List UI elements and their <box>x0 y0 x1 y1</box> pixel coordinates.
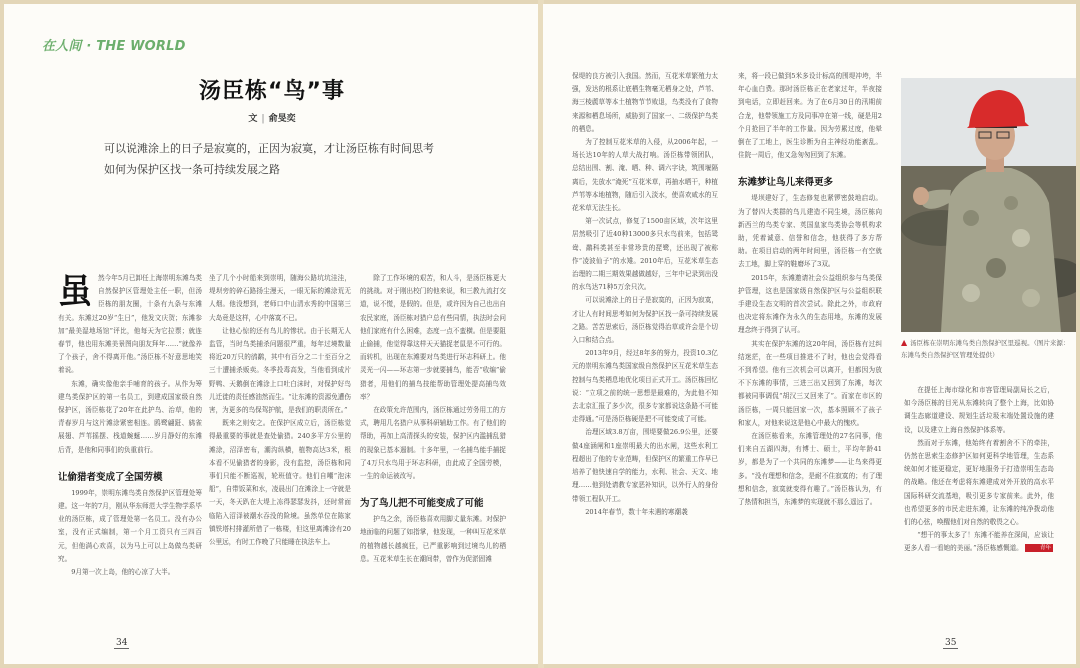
paragraph: 除了工作环境的艰苦，和人斗，是汤臣栋更大的挑战。对于刚出校门的他来说，和三教九流打交道，说不慌，是假的。但是，或许因为自己也出自农民家庭，汤臣栋对猎户总有些同情，执法时会问他们家庭有什么困难，态度一点不蛮横。但是要阻止偷捕，他觉得靠这样天天猫捉老鼠是不可行的。而转机，出现在东滩要对鸟类进行环志科研上。他灵光一闪——环志第一步就要捕鸟，能否“收编”偷猎者，用他们的捕鸟技能帮助管理处提高捕鸟效率？ <box>360 274 506 401</box>
paragraph: 来，将一段已做到5米多设计标高的围堤冲垮，半年心血白费。那时汤臣栋正在老家过年，半夜接到电话，立即赶回来。为了在6月30日的汛期前合龙，他带领施工方及同事冲在第一线，硬是用2个月抢回了半年的工作量。因为劳累过度，他晕倒在了工地上，医生诊断为自主神经功能紊乱。住院一周后，他又急匆匆回到了东滩。 <box>738 72 882 160</box>
paragraph: 然而对于东滩，他始终有着割舍不下的牵挂，仍然在思索生态修护区如何更科学地管理，生态系统如何才能更稳定，更好地服务于打造崇明生态岛的战略。他还在考虑将东滩建成对外开放的高水平国际科研交流基地，吸引更多专家前来。此外，他也希望更多的市民走进东滩，让东滩的纯净拨动他们的心弦，唤醒他们对自然的敬畏之心。 <box>904 438 1054 527</box>
portrait-photo <box>901 78 1076 332</box>
byline-author: 俞旻奕 <box>268 114 296 124</box>
drop-cap: 虽 <box>58 272 92 312</box>
right-page <box>543 4 1076 664</box>
man-in-hard-hat-illustration <box>901 78 1076 332</box>
page-number: 35 <box>945 638 957 648</box>
paragraph: 可以说滩涂上的日子是寂寞的，正因为寂寞，才让人有时间思考如何为保护区找一条可持续发展之路。苦苦思索后，汤臣栋觉得治草或许会是个切入口和结合点。 <box>572 296 718 345</box>
paragraph: 2014年春节，数十年未遇的寒潮袭 <box>585 507 688 516</box>
paragraph: 2013年9月，经过8年多的努力，投资10.3亿元的崇明东滩鸟类国家级自然保护区互花米草生态控制与鸟类栖息地优化项目正式开工。汤臣栋回忆说：“立项之前的统一思想是最难的，为此他不知去北京汇报了多少次，很多专家都说这条路不可能走得通。”可是汤臣栋硬是把不可能变成了可能。 <box>572 349 718 424</box>
left-column-1 <box>58 272 202 579</box>
right-column-3 <box>904 384 1054 556</box>
paragraph: 让他心惊的还有鸟儿的惨状。由于长期无人监管，当时鸟类捕杀问题很严重，每年过境数量将近20万只的鸻鹬，其中有百分之二十至百分之三十遭捕杀贩卖。冬季投毒高发，当他看到成片野鸭、天鹅倒在滩涂上口吐白沫时，对保护好鸟儿迁徙的责任感油然而生。“让东滩的资源免遭伤害，为更多的鸟保驾护航，是我们的职责所在。” <box>209 326 351 415</box>
triangle-marker-icon: ▲ <box>901 338 908 347</box>
paragraph: 第一次试点，修复了1500亩区域，次年这里居然吸引了近40种13000多只水鸟前来，包括鸳鸯、鹬科类甚至非常珍贵的琵鹭，还出现了被称作“凌波仙子”的水雉。2010年后，互花米草生态治理的二期三期效果越做越好，三年中记录到出没的水鸟达71种5万余只次。 <box>572 217 718 292</box>
left-column-2 <box>209 272 351 549</box>
section-heading: 东滩梦让鸟儿来得更多 <box>738 177 834 189</box>
paragraph: 9月第一次上岛，他的心凉了大半。 <box>71 568 175 577</box>
paragraph: 在汤臣栋看来，东滩管理处的27名同事，他们来自五湖四海，有博士、硕士，平均年龄41岁，都是为了一个共同的东滩梦——让鸟来得更多。“没有理想和信念，是耐不住寂寞的；有了理想和信念，寂寞就变得有趣了。”汤臣栋认为，有了热情和担当，东滩梦的实现就不那么遥远了。 <box>738 432 882 507</box>
paragraph: 1999年，崇明东滩鸟类自然保护区管理处筹建。这一年的7月，刚从华东师范大学生物学系毕业的汤臣栋，成了管理处第一名员工。没有办公室，没有正式编制，第一个月工资只有三四百元，但他满心欢喜，以为马上可以上岛做鸟类研究。 <box>58 488 202 563</box>
article-title: 汤臣栋“鸟”事 <box>199 79 345 104</box>
paragraph: 保堤的良方被引入我国。然而，互花米草繁殖力太强，发达的根系让底栖生物毫无栖身之处，芦苇、海三棱藨草等本土植物节节败退，鸟类没有了食物来源和栖息场所，威胁到了国家一、二级保护鸟类的栖息。 <box>572 72 718 133</box>
page-number: 34 <box>116 638 128 648</box>
paragraph: 为了控制互花米草的入侵，从2006年起，一场长达10年的人草大战打响。汤臣栋带领团队，总结出围、割、淹、晒、种、调六字诀，筑围堰隔离后，先放水“淹死”互花米草，再抽水晒干，种植芦苇等本地植物，随后引入淡水，使喜欢咸水的互花米草无法生长。 <box>572 138 718 213</box>
section-tag: 在人间 · THE WORLD <box>42 39 186 54</box>
photo-caption: ▲ 汤臣栋在崇明东滩鸟类自然保护区里巡视。（图片来源：东滩鸟类自然保护区管理处提供） <box>901 338 1070 359</box>
paragraph: 在提任上海市绿化和市容管理局副局长之后，如今汤臣栋的目光从东滩转向了整个上海，比如协调生态廊道建设、规划生活垃圾末端处置设施的建设，以及建立上海自然保护体系等。 <box>904 386 1054 434</box>
paragraph: 既来之则安之。在保护区成立后，汤臣栋觉得最重要的事就是查处偷猎。240多平方公里的滩涂，沼泽密布，潮沟纵横，植物高达3米，根本看不见偷猎者的身影，没有监控，汤臣栋和同事们只能不断巡视，轮班值守。他们自嘲“泡沫船”，自带饭菜和水，凌晨出门在滩涂上一守就是一天，冬天趴在大堤上冻得瑟瑟发抖，还时常面临陷入沼泽被潮水吞没的险境。虽然单位在陈家镇铁塔村排灌所借了一栋楼，但这里离滩涂有20公里远，有时工作晚了只能睡在执法车上。 <box>209 419 351 547</box>
paragraph: 虽然今年5月已卸任上海崇明东滩鸟类自然保护区管理处主任一职，但汤臣栋的朋友圈，十条有九条与东滩有关。东滩过20岁“生日”，他发文庆贺；东滩参加“最美湿地场馆”评比，他每天为它拉票；就连春节，他也用东滩美景图向朋友拜年……“就像养了个孩子，舍不得离开他。”汤臣栋不好意思地笑着说。 <box>58 272 202 375</box>
section-heading: 让偷猎者变成了全国劳模 <box>58 471 163 483</box>
byline <box>4 111 540 124</box>
paragraph: 其实在保护东滩的这20年间，汤臣栋有过纠结迷茫，在一些项目推进不了时，他也会觉得看不到希望。他有三次机会可以离开，但都因为放不下东滩的事情，三进三出又回到了东滩，每次都被同事调侃“胡汉三又回来了”。而家在市区的汤臣栋，一周只能回家一次，基本照顾不了孩子和家人，对他来说这是他心中最大的愧疚。 <box>738 339 882 427</box>
paragraph: 护鸟之余，汤臣栋喜欢用脚丈量东滩。对保护地面临的问题了如指掌，他发现，一种叫互花米草的植物越长越疯狂，已严重影响到过境鸟儿的栖息。互花米草生长在潮间带，曾作为促淤固滩 <box>360 515 506 563</box>
end-mark-logo: 青年 <box>1025 544 1053 552</box>
byline-prefix: 文 <box>248 114 258 124</box>
left-page <box>4 4 540 664</box>
article-dek: 可以说滩涂上的日子是寂寞的，正因为寂寞，才让汤臣栋有时间思考如何为保护区找一条可持续发展之路 <box>104 142 434 176</box>
paragraph: 2015年，东滩邀请社会公益组织参与鸟类保护管理，这也是国家级自然保护区与公益组织联手建设生态文明的首次尝试。除此之外，市政府也决定将东滩作为永久的生态用地，东滩的发展理念终于得到了认可。 <box>738 273 882 335</box>
paragraph: 堤坝建好了，生态修复也紧锣密鼓地启动。为了替四大类群的鸟儿建造不同生境，汤臣栋向新西兰的鸟类专家、英国皇家鸟类协会等机构求助，凭着诚意、信誉和信念，他获得了多方帮助。在项目启动的两年时间里，汤臣栋一有空就去工地，脚上穿的鞋磨坏了3双。 <box>738 194 882 269</box>
section-heading: 为了鸟儿把不可能变成了可能 <box>360 498 484 510</box>
paragraph: 治理区域3.8万亩，围堤要做26.9公里，还要做4座涵闸和1座崇明最大的出水闸，这些水利工程超出了他的专业范畴，但保护区的繁重工作早已培养了他快速自学的能力，水利、社会、天文、地理……他到处请教专家恶补知识，以外行人的身份带领工程队开工。 <box>572 428 718 503</box>
paragraph: 在政策允许范围内，汤臣栋通过劳务用工的方式，聘用几名猎户从事科研辅助工作。有了他们的帮助，再加上高清探头的安装，保护区内滥捕乱猎的现象已基本遏制。十多年里，一名捕鸟能手捕捉了4万只水鸟用于环志科研，由此成了全国劳模，一生的命运被改写。 <box>360 406 506 481</box>
paragraph: 东滩，确实像他亲手哺育的孩子。从作为筹建鸟类保护区的第一名员工，到建成国家级自然保护区，汤臣栋花了20年在此护鸟、治草，他的青春岁月与这片滩涂紧密相连。鸥鹭翩跹、鸫雀展翅、芦苇摇摆、栈道蜿蜒……岁月静好的东滩后背，是他和同事们的负重前行。 <box>58 379 202 454</box>
paragraph: “想干的事太多了！东滩不能养在深闺，应该让更多人看一看她的美丽。”汤臣栋感慨道。 青年 <box>904 531 1054 553</box>
byline-separator: | <box>261 114 265 124</box>
right-column-1 <box>572 70 718 519</box>
right-column-2 <box>738 70 882 509</box>
left-column-3 <box>360 272 506 566</box>
paragraph: 坐了几个小时船来到崇明，随海公路坑坑洼洼，堤坝旁的碎石路扬尘漫天，一眼无际的滩涂荒无人烟。他没想到，老师口中山清水秀的中国第三大岛竟是这样，心中落寞不已。 <box>209 274 351 322</box>
